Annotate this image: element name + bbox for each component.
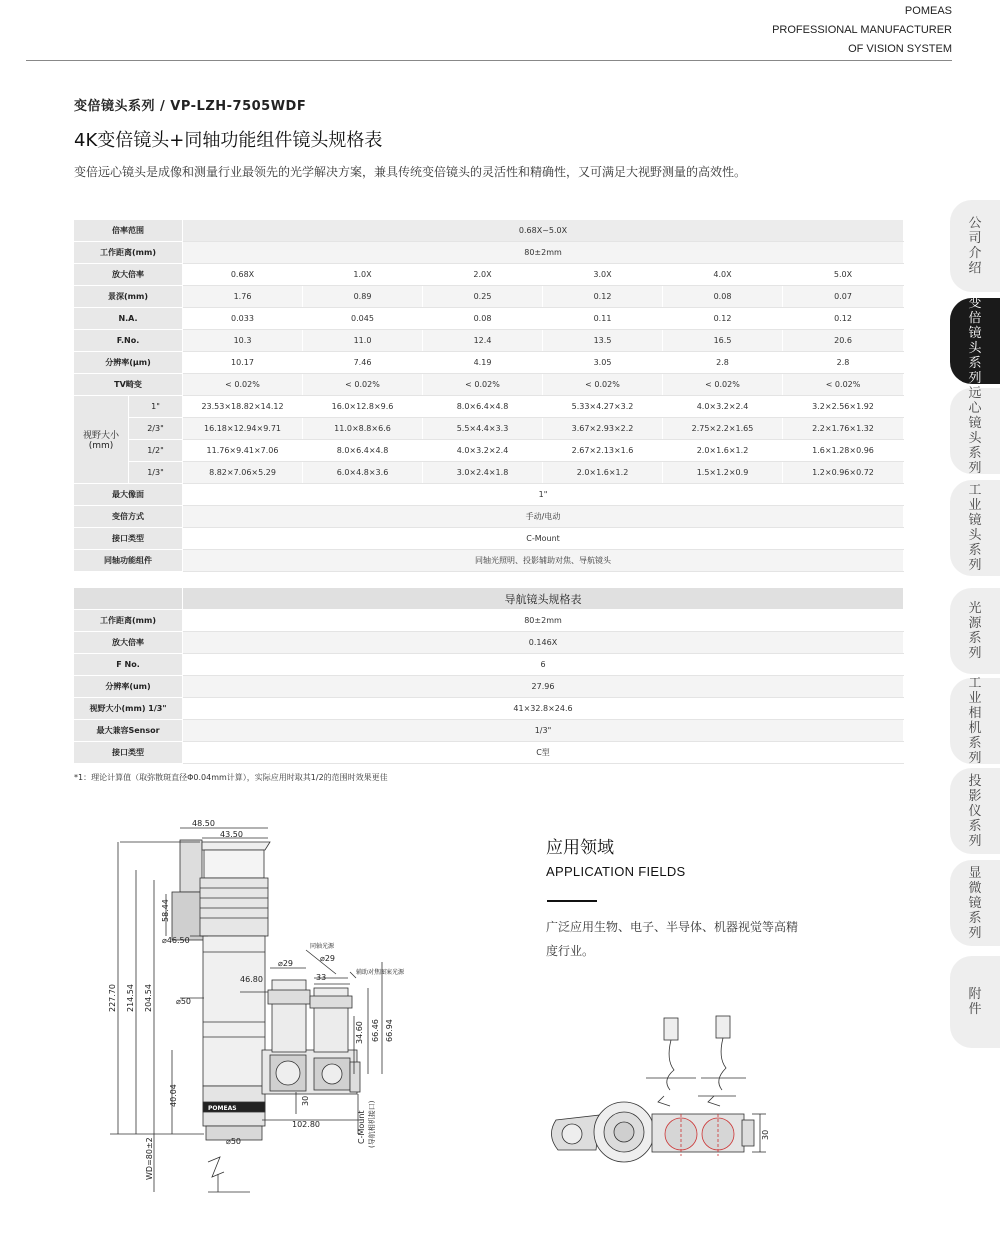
table-cell: 5.0X [783, 264, 904, 286]
nav-table-header [74, 588, 904, 610]
table-cell: 16.18×12.94×9.71 [183, 418, 303, 440]
zoom-mode-value: 手动/电动 [183, 506, 904, 528]
fov-label-line2: (mm) [88, 441, 114, 451]
sidebar-item-label: 远心镜头系列 [968, 386, 982, 476]
row-label-magnification-range: 倍率范围 [74, 220, 183, 242]
row-label: TV畸变 [74, 374, 183, 396]
top-view-drawing [536, 1010, 776, 1185]
table-row [74, 220, 904, 242]
top-dim-30: 30 [761, 1129, 770, 1140]
table-row [74, 374, 904, 396]
nav-row-label: 接口类型 [74, 742, 183, 764]
table-cell: 0.68X [183, 264, 303, 286]
sidebar-item[interactable] [950, 768, 1000, 854]
table-cell: < 0.02% [303, 374, 423, 396]
dim-48-50: 48.50 [192, 819, 215, 828]
table-cell: 11.0×8.8×6.6 [303, 418, 423, 440]
row-label: F.No. [74, 330, 183, 352]
dim-wd: WD=80±2 [145, 1137, 154, 1180]
nav-row-value: 80±2mm [183, 610, 904, 632]
dim-227-70: 227.70 [108, 984, 117, 1012]
table-cell: 5.33×4.27×3.2 [543, 396, 663, 418]
sidebar-item-label: 工业相机系列 [968, 676, 982, 766]
table-cell: 1.76 [183, 286, 303, 308]
max-image-value: 1" [183, 484, 904, 506]
sidebar-item-label: 投影仪系列 [968, 773, 982, 849]
sidebar-item[interactable] [950, 200, 1000, 292]
table-cell: 11.76×9.41×7.06 [183, 440, 303, 462]
table-row [74, 462, 904, 484]
dim-66-94: 66.94 [385, 1019, 394, 1042]
nav-row-value: 27.96 [183, 676, 904, 698]
brand-block [772, 2, 952, 59]
table-row [74, 654, 904, 676]
sidebar-item[interactable] [950, 678, 1000, 764]
dim-40-04: 40.04 [169, 1084, 178, 1107]
table-cell: < 0.02% [663, 374, 783, 396]
table-cell: 4.0×3.2×2.4 [423, 440, 543, 462]
row-label-mount-type: 接口类型 [74, 528, 183, 550]
table-cell: 0.12 [543, 286, 663, 308]
nav-row-value: 1/3" [183, 720, 904, 742]
table-cell: 0.12 [783, 308, 904, 330]
series-heading: 变倍镜头系列 / VP-LZH-7505WDF [74, 99, 307, 114]
table-cell: 0.08 [663, 286, 783, 308]
table-cell: 4.19 [423, 352, 543, 374]
nav-row-value: 41×32.8×24.6 [183, 698, 904, 720]
table-cell: 20.6 [783, 330, 904, 352]
nav-row-label: 分辨率(um) [74, 676, 183, 698]
cmount-label: C-Mount [357, 1110, 366, 1144]
sidebar-item-label: 光源系列 [968, 601, 982, 661]
sidebar-item[interactable] [950, 956, 1000, 1048]
table-cell: 1.5×1.2×0.9 [663, 462, 783, 484]
dim-58-44: 58.44 [161, 899, 170, 922]
table-cell: 3.05 [543, 352, 663, 374]
page-title: 4K变倍镜头+同轴功能组件镜头规格表 [74, 130, 383, 151]
row-label-coaxial-components: 同轴功能组件 [74, 550, 183, 572]
sidebar-item[interactable] [950, 588, 1000, 674]
table-cell: 0.25 [423, 286, 543, 308]
table-cell: 11.0 [303, 330, 423, 352]
table-cell: 0.89 [303, 286, 423, 308]
sidebar-item[interactable] [950, 388, 1000, 474]
row-label-working-distance: 工作距离(mm) [74, 242, 183, 264]
row-label-zoom-mode: 变倍方式 [74, 506, 183, 528]
nav-table-title: 导航镜头规格表 [183, 588, 904, 610]
row-label: 景深(mm) [74, 286, 183, 308]
dim-204-54: 204.54 [144, 984, 153, 1012]
nav-row-value: C型 [183, 742, 904, 764]
dim-dia-29-a: ⌀29 [278, 959, 293, 968]
footnote: *1：理论计算值（取弥散斑直径Φ0.04mm计算），实际应用时取其1/2的范围时效果更佳 [74, 773, 388, 782]
table-row [74, 242, 904, 264]
table-cell: 0.07 [783, 286, 904, 308]
nav-row-label: F No. [74, 654, 183, 676]
sidebar-item-label: 工业镜头系列 [968, 483, 982, 573]
nav-header-blank [74, 588, 183, 610]
nav-row-value: 0.146X [183, 632, 904, 654]
dim-214-54: 214.54 [126, 984, 135, 1012]
brand-tagline-1: PROFESSIONAL MANUFACTURER [772, 24, 952, 36]
table-row [74, 506, 904, 528]
table-cell: 1.6×1.28×0.96 [783, 440, 904, 462]
dim-46-80: 46.80 [240, 975, 263, 984]
header-divider [26, 60, 952, 61]
table-cell: 2.67×2.13×1.6 [543, 440, 663, 462]
table-cell: 23.53×18.82×14.12 [183, 396, 303, 418]
dim-33: 33 [316, 973, 327, 982]
table-row [74, 632, 904, 654]
table-row [74, 676, 904, 698]
row-label: 分辨率(μm) [74, 352, 183, 374]
coaxial-light-label: 同轴光源 [310, 943, 335, 950]
table-cell: 0.08 [423, 308, 543, 330]
fov-label-line1: 视野大小 [82, 431, 119, 441]
table-cell: < 0.02% [783, 374, 904, 396]
table-cell: 1.0X [303, 264, 423, 286]
table-cell: 8.0×6.4×4.8 [423, 396, 543, 418]
sidebar-item[interactable] [950, 860, 1000, 946]
application-divider [547, 900, 597, 902]
table-row [74, 610, 904, 632]
table-row [74, 352, 904, 374]
table-cell: 2.8 [663, 352, 783, 374]
dim-dia-29-b: ⌀29 [320, 954, 335, 963]
sensor-size-label: 2/3" [129, 418, 183, 440]
table-cell: 10.3 [183, 330, 303, 352]
sidebar-item-label: 附件 [968, 987, 982, 1017]
nav-spec-table [73, 587, 904, 764]
table-row [74, 418, 904, 440]
row-label: 放大倍率 [74, 264, 183, 286]
table-row [74, 396, 904, 418]
sidebar-item[interactable] [950, 480, 1000, 576]
table-cell: 0.11 [543, 308, 663, 330]
sensor-size-label: 1/3" [129, 462, 183, 484]
table-cell: 8.82×7.06×5.29 [183, 462, 303, 484]
dimension-drawing [100, 812, 440, 1202]
table-row [74, 286, 904, 308]
pomeas-logo: POMEAS [208, 1105, 237, 1112]
dim-46-50: ⌀46.50 [162, 936, 190, 945]
table-cell: 0.033 [183, 308, 303, 330]
nav-row-label: 工作距离(mm) [74, 610, 183, 632]
table-cell: < 0.02% [543, 374, 663, 396]
table-cell: 5.5×4.4×3.3 [423, 418, 543, 440]
table-row [74, 308, 904, 330]
table-cell: 2.0×1.6×1.2 [543, 462, 663, 484]
nav-row-label: 放大倍率 [74, 632, 183, 654]
dim-102-80: 102.80 [292, 1120, 320, 1129]
table-cell: 3.0X [543, 264, 663, 286]
table-cell: 16.5 [663, 330, 783, 352]
table-cell: 12.4 [423, 330, 543, 352]
row-label-fov [74, 396, 129, 484]
table-cell: < 0.02% [183, 374, 303, 396]
table-cell: 2.0×1.6×1.2 [663, 440, 783, 462]
table-row [74, 720, 904, 742]
sidebar-item-label: 公司介绍 [968, 216, 982, 276]
coaxial-components-value: 同轴光照明、投影辅助对焦、导航镜头 [183, 550, 904, 572]
dim-34-60: 34.60 [355, 1021, 364, 1044]
table-cell: 10.17 [183, 352, 303, 374]
sidebar-item-label: 显微镜系列 [968, 865, 982, 941]
dim-dia-50-a: ⌀50 [176, 997, 191, 1006]
table-row [74, 440, 904, 462]
table-cell: 2.8 [783, 352, 904, 374]
table-cell: 16.0×12.8×9.6 [303, 396, 423, 418]
focus-light-label: 辅助对焦图案光源 [356, 969, 405, 976]
sensor-size-label: 1/2" [129, 440, 183, 462]
table-cell: 2.2×1.76×1.32 [783, 418, 904, 440]
table-cell: 3.0×2.4×1.8 [423, 462, 543, 484]
sidebar-item[interactable] [950, 298, 1000, 384]
mount-type-value: C-Mount [183, 528, 904, 550]
working-distance-value: 80±2mm [183, 242, 904, 264]
table-cell: < 0.02% [423, 374, 543, 396]
nav-row-label: 视野大小(mm) 1/3" [74, 698, 183, 720]
table-row [74, 264, 904, 286]
application-text: 广泛应用生物、电子、半导体、机器视觉等高精度行业。 [546, 920, 799, 958]
brand-tagline-2: OF VISION SYSTEM [848, 43, 952, 55]
nav-row-value: 6 [183, 654, 904, 676]
table-cell: 4.0×3.2×2.4 [663, 396, 783, 418]
dim-dia-50-b: ⌀50 [226, 1137, 241, 1146]
table-row [74, 484, 904, 506]
table-cell: 0.045 [303, 308, 423, 330]
sidebar-item-label: 变倍镜头系列 [968, 296, 982, 386]
table-cell: 6.0×4.8×3.6 [303, 462, 423, 484]
row-label-max-image: 最大像面 [74, 484, 183, 506]
table-cell: 3.2×2.56×1.92 [783, 396, 904, 418]
table-cell: 13.5 [543, 330, 663, 352]
application-subtitle: APPLICATION FIELDS [546, 864, 686, 879]
sensor-size-label: 1" [129, 396, 183, 418]
table-cell: 0.12 [663, 308, 783, 330]
table-cell: 2.0X [423, 264, 543, 286]
table-cell: 8.0×6.4×4.8 [303, 440, 423, 462]
table-cell: 2.75×2.2×1.65 [663, 418, 783, 440]
dim-66-46: 66.46 [371, 1019, 380, 1042]
table-cell: 3.67×2.93×2.2 [543, 418, 663, 440]
brand-name: POMEAS [904, 5, 952, 17]
dim-30: 30 [301, 1095, 310, 1106]
table-cell: 7.46 [303, 352, 423, 374]
nav-row-label: 最大兼容Sensor [74, 720, 183, 742]
table-row [74, 742, 904, 764]
table-row [74, 330, 904, 352]
spec-table [73, 219, 904, 572]
table-cell: 4.0X [663, 264, 783, 286]
cmount-sublabel: (导航相机接口) [368, 1100, 376, 1148]
table-cell: 1.2×0.96×0.72 [783, 462, 904, 484]
table-row [74, 550, 904, 572]
application-title: 应用领域 [546, 838, 614, 858]
intro-text: 变倍远心镜头是成像和测量行业最领先的光学解决方案，兼具传统变倍镜头的灵活性和精确性，又可满足大视野测量的高效性。 [74, 165, 747, 179]
row-label: N.A. [74, 308, 183, 330]
magnification-range-value: 0.68X~5.0X [183, 220, 904, 242]
dim-43-50: 43.50 [220, 830, 243, 839]
table-row [74, 528, 904, 550]
table-row [74, 698, 904, 720]
